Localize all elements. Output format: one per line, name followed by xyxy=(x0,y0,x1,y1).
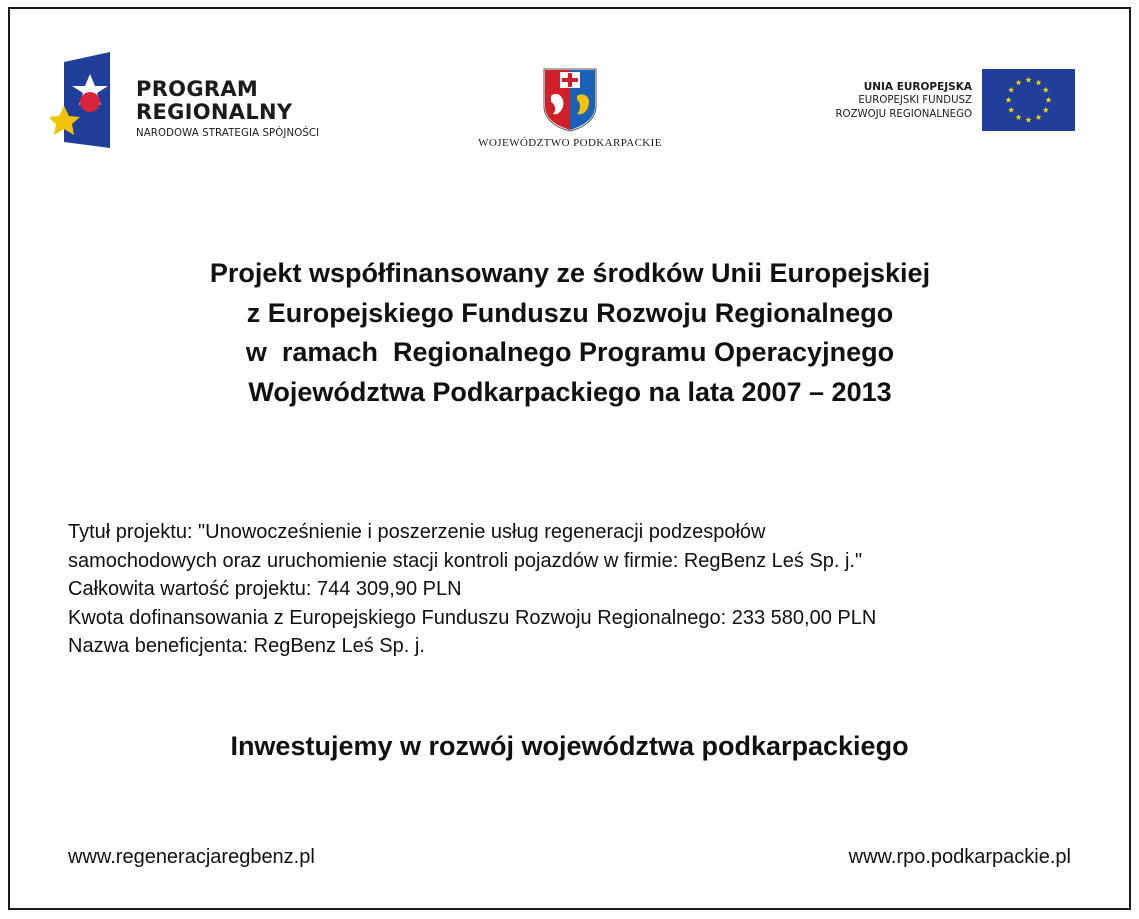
headline-line2: z Europejskiego Funduszu Rozwoju Regionalnego xyxy=(246,297,894,328)
eu-flag-icon xyxy=(982,69,1075,131)
eu-logo-line3: ROZWOJU REGIONALNEGO xyxy=(835,109,972,120)
project-beneficiary: Nazwa beneficjenta: RegBenz Leś Sp. j. xyxy=(68,635,425,658)
project-title-line1: Tytuł projektu: "Unowocześnienie i poszerzenie usług regeneracji podzespołów xyxy=(68,521,766,543)
program-logo-line3: NARODOWA STRATEGIA SPÓJNOŚCI xyxy=(136,128,320,139)
project-cofinancing-headline xyxy=(100,254,1040,412)
website-link-regbenz[interactable]: www.regeneracjaregbenz.pl xyxy=(68,846,315,868)
headline-line4: Województwa Podkarpackiego na lata 2007 – 2013 xyxy=(248,376,892,407)
program-logo-line2: REGIONALNY xyxy=(136,100,293,124)
project-details xyxy=(68,518,876,661)
program-regionalny-logo xyxy=(50,52,360,152)
eu-logo-line1: UNIA EUROPEJSKA xyxy=(863,81,972,93)
slogan: Inwestujemy w rozwój województwa podkarpackiego xyxy=(230,731,909,761)
coat-of-arms-caption: WOJEWÓDZTWO PODKARPACKIE xyxy=(478,137,662,149)
eu-logo-line2: EUROPEJSKI FUNDUSZ xyxy=(858,95,972,106)
coat-of-arms-icon xyxy=(543,68,597,132)
program-logo-line1: PROGRAM xyxy=(136,77,259,101)
eu-logo-text xyxy=(835,80,972,122)
website-link-rpo[interactable]: www.rpo.podkarpackie.pl xyxy=(848,846,1071,868)
project-total-value: Całkowita wartość projektu: 744 309,90 PLN xyxy=(68,578,462,601)
headline-line3: w ramach Regionalnego Programu Operacyjnego xyxy=(245,337,895,367)
program-regionalny-emblem-icon xyxy=(50,52,136,152)
project-cofinancing-amount: Kwota dofinansowania z Europejskiego Funduszu Rozwoju Regionalnego: 233 580,00 PLN xyxy=(68,606,877,629)
headline-line1: Projekt współfinansowany ze środków Unii Europejskiej xyxy=(209,258,931,288)
project-title-line2: samochodowych oraz uruchomienie stacji kontroli pojazdów w firmie: RegBenz Leś Sp. j." xyxy=(68,549,863,572)
